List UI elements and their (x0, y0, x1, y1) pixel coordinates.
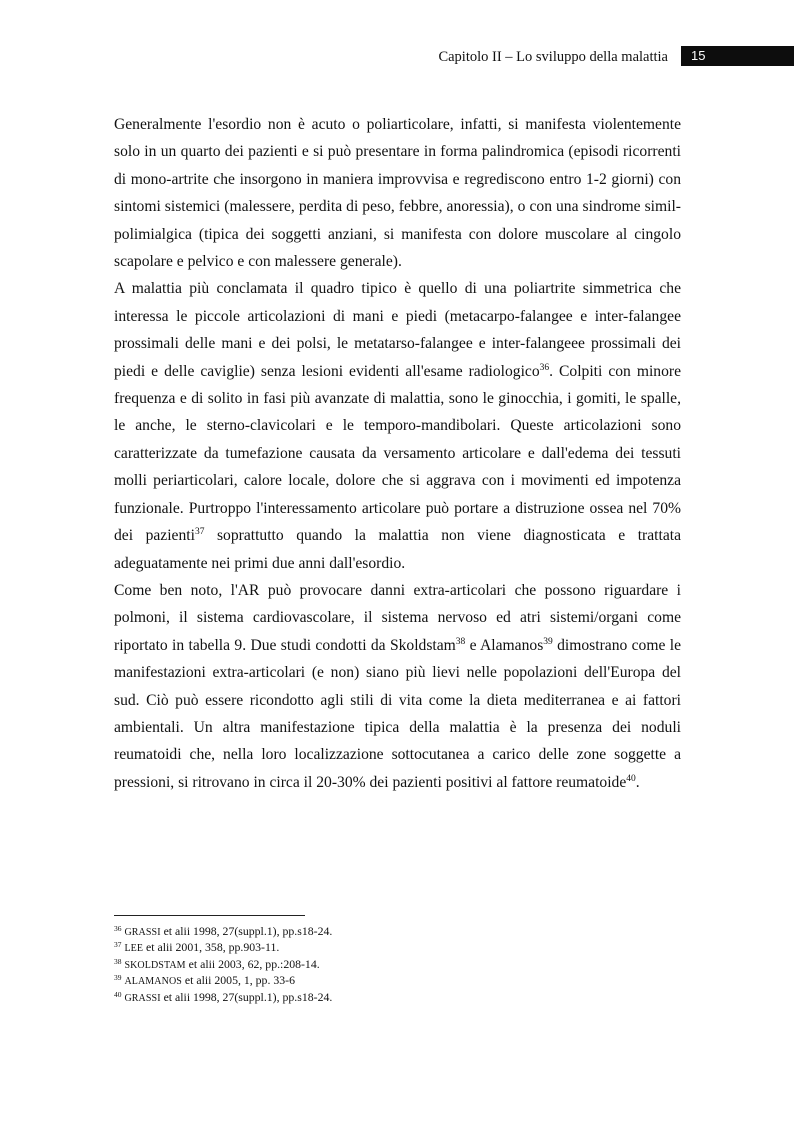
footnote (114, 990, 674, 1006)
footnote-author: LEE (124, 943, 144, 955)
body-text (114, 111, 681, 796)
chapter-title: Capitolo II – Lo sviluppo della malattia (438, 49, 668, 65)
footnotes (114, 924, 674, 1006)
footnote-ref: 37 (194, 527, 205, 538)
paragraph-text: Generalmente l'esordio non è acuto o poliarticolare, infatti, si manifesta violentemente solo in un quarto dei pazienti e si può presentare in forma palindromica (episodi ricorrenti di mono-artrite che insorgono in maniera improvvisa e regrediscono entro 1-2 giorni) con sintomi sistemici (malessere, perdita di peso, febbre, anoressia), o con una sindrome simil-polimialgica (tipica dei soggetti anziani, si manifesta con dolore muscolare al cingolo scapolare e pelvico e con malessere generale). (114, 116, 681, 271)
footnote-citation: et alii 2001, 358, pp.903-11. (143, 940, 280, 955)
paragraph-extra-articular (114, 577, 681, 796)
footnote-ref: 40 (626, 773, 636, 784)
footnote (114, 973, 674, 989)
paragraph-clinical-picture (114, 275, 681, 576)
footnote (114, 924, 674, 940)
paragraph-text: soprattutto quando la malattia non viene diagnosticata e trattata adeguatamente nei primi due anni dall'esordio. (114, 527, 681, 572)
footnote-separator (114, 915, 305, 916)
footnote-author: GRASSI (124, 992, 161, 1004)
footnote-author: ALAMANOS (124, 976, 182, 988)
footnote-number: 40 (114, 989, 122, 999)
footnote-citation: et alii 2005, 1, pp. 33-6 (181, 973, 295, 988)
page-number: 15 (691, 48, 706, 63)
footnote-citation: et alii 1998, 27(suppl.1), pp.s18-24. (160, 924, 333, 938)
page-number-bar (681, 46, 794, 66)
footnote-number: 36 (114, 924, 122, 933)
footnote-number: 39 (114, 973, 122, 983)
paragraph-text: dimostrano come le manifestazioni extra-articolari (e non) siano più lievi nelle popolazioni dell'Europa del sud. Ciò può essere ricondotto agli stili di vita come la dieta mediterranea e ai fattori ambientali. Un altra manifestazione tipica della malattia è la presenza dei noduli reumatoidi che, nella loro localizzazione sottocutanea a carico delle zone soggette a pressioni, si ritrovano in circa il 20-30% dei pazienti positivi al fattore reumatoide (114, 636, 681, 791)
paragraph-text: Come ben noto, l'AR può provocare danni extra-articolari che possono riguardare i polmoni, il sistema cardiovascolare, il sistema nervoso ed atri sistemi/organi come riportato in tabella 9. Due studi condotti da Skoldstam (114, 581, 681, 654)
footnote-ref: 36 (539, 362, 550, 373)
paragraph-onset (114, 111, 681, 275)
paragraph-text: A malattia più conclamata il quadro tipico è quello di una poliartrite simmetrica che interessa le piccole articolazioni di mani e piedi (metacarpo-falangee e inter-falangee prossimali delle mani e dei polsi, le metatarso-falangee e inter-falangeee prossimali dei piedi e delle caviglie) senza lesioni evidenti all'esame radiologico (114, 280, 681, 380)
footnote (114, 940, 674, 956)
page-header (0, 46, 794, 68)
footnote-ref: 39 (543, 636, 553, 647)
footnote-author: GRASSI (124, 927, 161, 938)
footnote (114, 957, 674, 973)
paragraph-text: e Alamanos (465, 636, 544, 654)
paragraph-text: . (635, 773, 640, 791)
footnote-citation: et alii 1998, 27(suppl.1), pp.s18-24. (160, 989, 333, 1004)
footnote-ref: 38 (455, 636, 466, 647)
footnote-number: 37 (114, 940, 122, 950)
footnote-citation: et alii 2003, 62, pp.:208-14. (185, 956, 320, 971)
footnote-author: SKOLDSTAM (124, 959, 186, 971)
footnote-number: 38 (114, 956, 122, 966)
paragraph-text: . Colpiti con minore frequenza e di solito in fasi più avanzate di malattia, sono le ginocchia, i gomiti, le spalle, le anche, le sterno-clavicolari e le temporo-mandibolari. Queste articolazioni sono caratterizzate da tumefazione causata da versamento articolare e dall'edema dei tessuti molli periarticolari, calore locale, dolore che si aggrava con i movimenti ed impotenza funzionale. Purtroppo l'interessamento articolare può portare a distruzione ossea nel 70% dei pazienti (114, 362, 681, 545)
